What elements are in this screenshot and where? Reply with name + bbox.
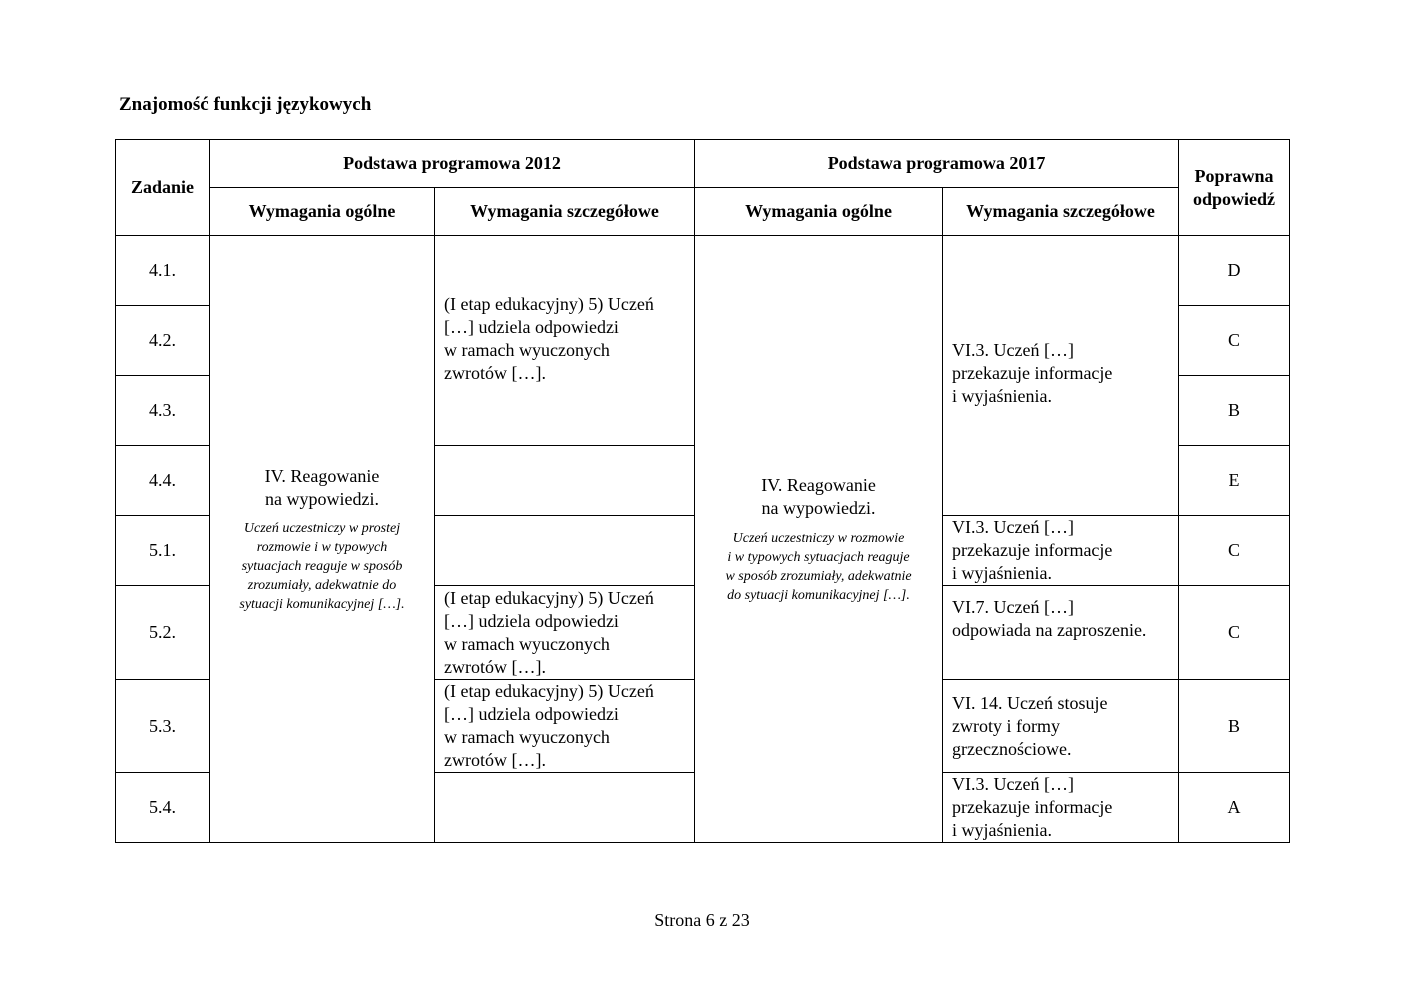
answer-cell: C (1179, 516, 1290, 586)
specific-req-2017-a: VI.3. Uczeń […] przekazuje informacje i wyjaśnienia. (943, 236, 1179, 516)
general-req-2012 (210, 236, 435, 843)
specific-req-2017-e: VI.3. Uczeń […] przekazuje informacje i wyjaśnienia. (943, 773, 1179, 843)
answer-cell: B (1179, 680, 1290, 773)
answer-cell: A (1179, 773, 1290, 843)
task-number: 4.4. (116, 446, 210, 516)
task-number: 5.3. (116, 680, 210, 773)
task-number: 4.3. (116, 376, 210, 446)
specific-req-2017-c: VI.7. Uczeń […] odpowiada na zaproszenie. (943, 586, 1179, 680)
header-basis-2017: Podstawa programowa 2017 (695, 140, 1179, 188)
answer-cell: C (1179, 586, 1290, 680)
general-req-2017 (695, 236, 943, 843)
task-number: 5.2. (116, 586, 210, 680)
specific-req-2017-b: VI.3. Uczeń […] przekazuje informacje i wyjaśnienia. (943, 516, 1179, 586)
task-number: 4.2. (116, 306, 210, 376)
header-task: Zadanie (116, 140, 210, 236)
answer-cell: C (1179, 306, 1290, 376)
header-answer: Poprawna odpowiedź (1179, 140, 1290, 236)
general-req-2012-desc: Uczeń uczestniczy w prostej rozmowie i w typowych sytuacjach reaguje w sposób zrozumiały, adekwatnie do sytuacji komunikacyjnej […]. (239, 520, 405, 612)
header-specific-2012: Wymagania szczegółowe (435, 188, 695, 236)
requirements-table (115, 139, 1290, 843)
specific-req-2012-a: (I etap edukacyjny) 5) Uczeń […] udziela odpowiedzi w ramach wyuczonych zwrotów […]. (435, 236, 695, 446)
header-specific-2017: Wymagania szczegółowe (943, 188, 1179, 236)
task-number: 4.1. (116, 236, 210, 306)
answer-cell: E (1179, 446, 1290, 516)
header-general-2017: Wymagania ogólne (695, 188, 943, 236)
header-general-2012: Wymagania ogólne (210, 188, 435, 236)
answer-cell: B (1179, 376, 1290, 446)
task-number: 5.1. (116, 516, 210, 586)
header-basis-2012: Podstawa programowa 2012 (210, 140, 695, 188)
general-req-2017-desc: Uczeń uczestniczy w rozmowie i w typowych sytuacjach reaguje w sposób zrozumiały, adekwatnie do sytuacji komunikacyjnej […]. (725, 530, 912, 603)
general-req-2012-title: IV. Reagowanie na wypowiedzi. (264, 465, 380, 509)
table-row (116, 236, 1290, 306)
specific-req-2012-b: (I etap edukacyjny) 5) Uczeń […] udziela odpowiedzi w ramach wyuczonych zwrotów […]. (435, 586, 695, 680)
specific-req-2012-empty (435, 446, 695, 516)
task-number: 5.4. (116, 773, 210, 843)
specific-req-2012-c: (I etap edukacyjny) 5) Uczeń […] udziela odpowiedzi w ramach wyuczonych zwrotów […]. (435, 680, 695, 773)
specific-req-2017-d: VI. 14. Uczeń stosuje zwroty i formy grzecznościowe. (943, 680, 1179, 773)
specific-req-2012-empty (435, 773, 695, 843)
general-req-2017-title: IV. Reagowanie na wypowiedzi. (761, 474, 876, 518)
page-footer: Strona 6 z 23 (654, 910, 750, 930)
section-title: Znajomość funkcji językowych (119, 94, 372, 115)
specific-req-2012-empty (435, 516, 695, 586)
answer-cell: D (1179, 236, 1290, 306)
